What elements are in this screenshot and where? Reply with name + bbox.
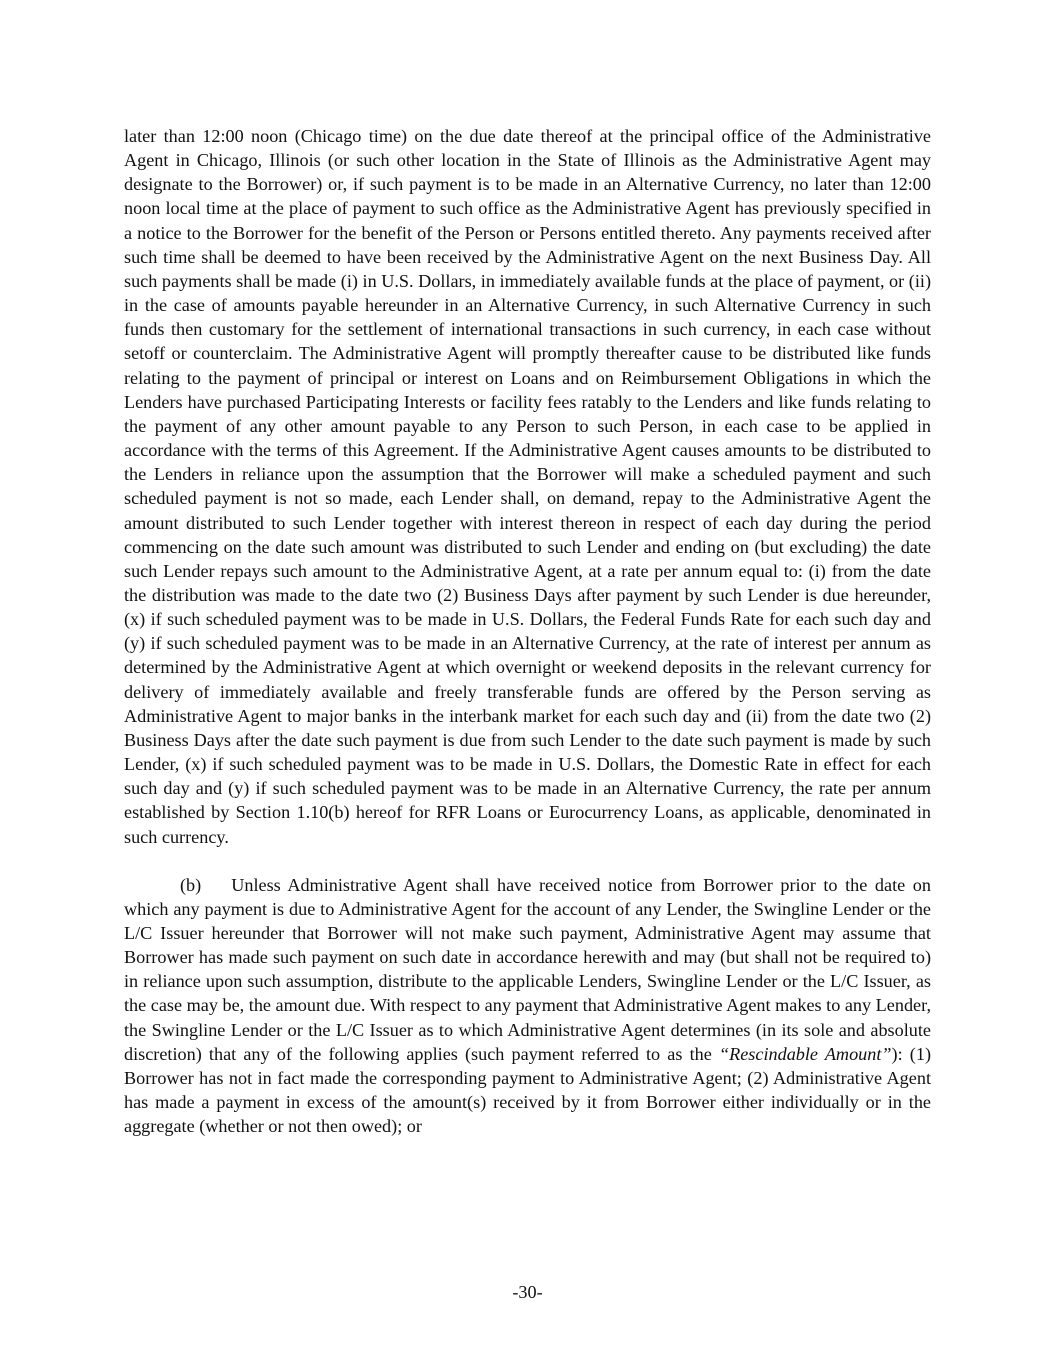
paragraph-b-text-after-term: ): (1) Borrower has not in fact made the corresponding payment to Administrative Agent; (2) Administrative Agent has made a payment in excess of the amount(s) received by it from Borrower either individually or in the aggregate (whether or not then owed); or [124, 1043, 932, 1137]
paragraph-b-label: (b) [180, 874, 202, 895]
page-number: -30- [512, 1282, 543, 1302]
defined-term-rescindable-amount: “Rescindable Amount” [719, 1043, 892, 1064]
paragraph-b-text-before-term: Unless Administrative Agent shall have received notice from Borrower prior to the date on which any payment is due to Administrative Agent for the account of any Lender, the Swingline Lender or the L/C Issuer hereunder that Borrower will not make such payment, Administrative Agent may assume that Borrower has made such payment on such date in accordance herewith and may (but shall not be required to) in reliance upon such assumption, distribute to the applicable Lenders, Swingline Lender or the L/C Issuer, as the case may be, the amount due. With respect to any payment that Administrative Agent makes to any Lender, the Swingline Lender or the L/C Issuer as to which Administrative Agent determines (in its sole and absolute discretion) that any of the following applies (such payment referred to as the [124, 874, 931, 1064]
paragraph-b [124, 873, 931, 1139]
paragraph-a-continuation: later than 12:00 noon (Chicago time) on the due date thereof at the principal office of the Administrative Agent in Chicago, Illinois (or such other location in the State of Illinois as the Administrative Agent may designate to the Borrower) or, if such payment is to be made in an Alternative Currency, no later than 12:00 noon local time at the place of payment to such office as the Administrative Agent has previously specified in a notice to the Borrower for the benefit of the Person or Persons entitled thereto. Any payments received after such time shall be deemed to have been received by the Administrative Agent on the next Business Day. All such payments shall be made (i) in U.S. Dollars, in immediately available funds at the place of payment, or (ii) in the case of amounts payable hereunder in an Alternative Currency, in such Alternative Currency in such funds then customary for the settlement of international transactions in such currency, in each case without setoff or counterclaim. The Administrative Agent will promptly thereafter cause to be distributed like funds relating to the payment of principal or interest on Loans and on Reimbursement Obligations in which the Lenders have purchased Participating Interests or facility fees ratably to the Lenders and like funds relating to the payment of any other amount payable to any Person to such Person, in each case to be applied in accordance with the terms of this Agreement. If the Administrative Agent causes amounts to be distributed to the Lenders in reliance upon the assumption that the Borrower will make a scheduled payment and such scheduled payment is not so made, each Lender shall, on demand, repay to the Administrative Agent the amount distributed to such Lender together with interest thereon in respect of each day during the period commencing on the date such amount was distributed to such Lender and ending on (but excluding) the date such Lender repays such amount to the Administrative Agent, at a rate per annum equal to: (i) from the date the distribution was made to the date two (2) Business Days after payment by such Lender is due hereunder, (x) if such scheduled payment was to be made in U.S. Dollars, the Federal Funds Rate for each such day and (y) if such scheduled payment was to be made in an Alternative Currency, at the rate of interest per annum as determined by the Administrative Agent at which overnight or weekend deposits in the relevant currency for delivery of immediately available and freely transferable funds are offered by the Person serving as Administrative Agent to major banks in the interbank market for each such day and (ii) from the date two (2) Business Days after the date such payment is due from such Lender to the date such payment is made by such Lender, (x) if such scheduled payment was to be made in U.S. Dollars, the Domestic Rate in effect for each such day and (y) if such scheduled payment was to be made in an Alternative Currency, the rate per annum established by Section 1.10(b) hereof for RFR Loans or Eurocurrency Loans, as applicable, denominated in such currency. [124, 126, 931, 847]
document-page-body [124, 124, 931, 1138]
